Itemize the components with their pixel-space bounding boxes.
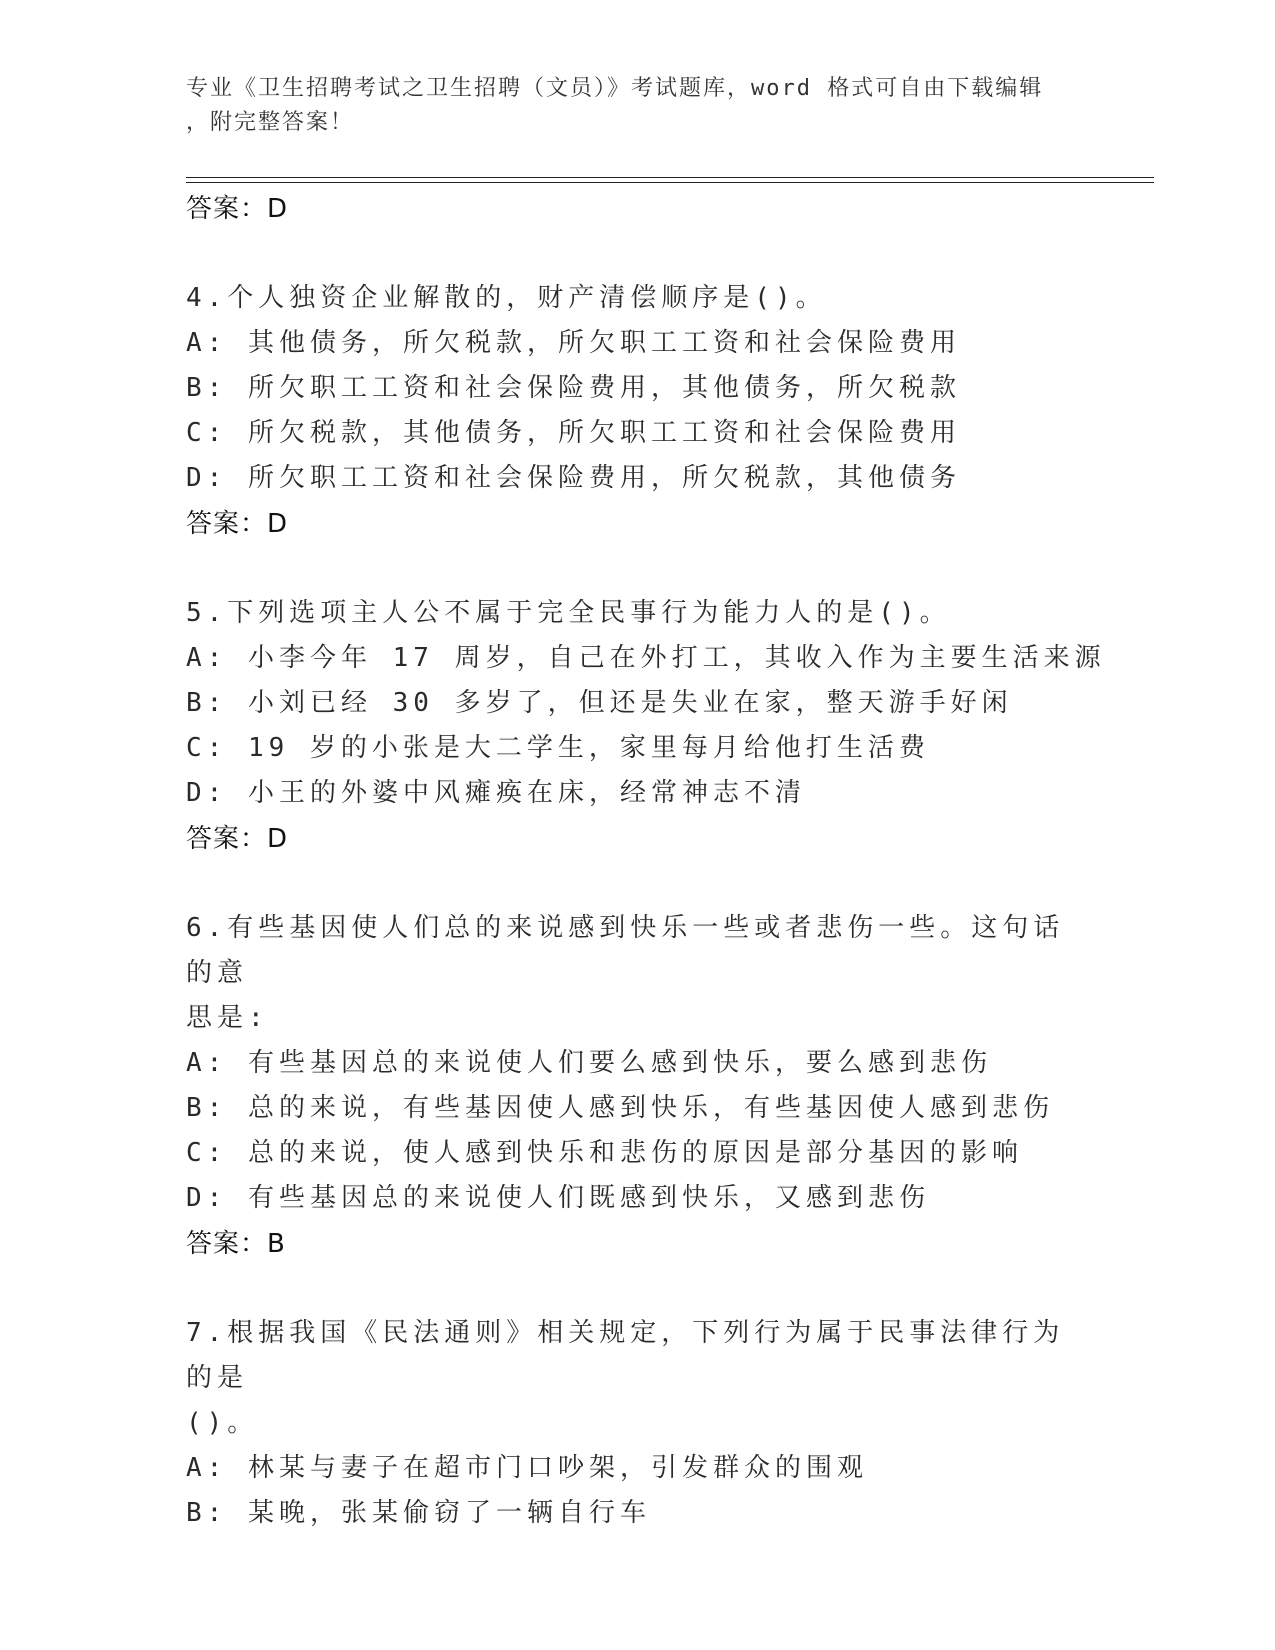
answer-label: 答案：D (186, 824, 289, 854)
answer-label: 答案：D (186, 194, 289, 224)
option-a: A: 林某与妻子在超市门口吵架，引发群众的围观 (186, 1453, 868, 1483)
option-b: B: 某晚，张某偷窃了一辆自行车 (186, 1498, 651, 1528)
option-a: A: 其他债务，所欠税款，所欠职工工资和社会保险费用 (186, 328, 961, 358)
document-header (186, 72, 1066, 140)
question-stem: 4.个人独资企业解散的，财产清偿顺序是()。 (186, 283, 827, 313)
question-stem-line-2: 思是: (186, 1003, 269, 1033)
option-b: B: 小刘已经 30 多岁了，但还是失业在家，整天游手好闲 (186, 688, 1013, 718)
answer-label: 答案：B (186, 1229, 286, 1259)
question-stem-line-1: 7.根据我国《民法通则》相关规定，下列行为属于民事法律行为的是 (186, 1318, 1065, 1393)
header-divider-top (186, 177, 1154, 178)
option-c: C: 总的来说，使人感到快乐和悲伤的原因是部分基因的影响 (186, 1138, 1023, 1168)
question-7 (186, 1311, 1086, 1536)
question-5 (186, 591, 1106, 862)
option-c: C: 19 岁的小张是大二学生，家里每月给他打生活费 (186, 733, 930, 763)
option-b: B: 总的来说，有些基因使人感到快乐，有些基因使人感到悲伤 (186, 1093, 1054, 1123)
option-d: D: 小王的外婆中风瘫痪在床，经常神志不清 (186, 778, 806, 808)
header-line-2: ，附完整答案！ (186, 110, 355, 135)
option-b: B: 所欠职工工资和社会保险费用，其他债务，所欠税款 (186, 373, 961, 403)
option-c: C: 所欠税款，其他债务，所欠职工工资和社会保险费用 (186, 418, 961, 448)
option-d: D: 所欠职工工资和社会保险费用，所欠税款，其他债务 (186, 463, 961, 493)
header-divider-bottom (186, 182, 1154, 183)
header-line-1: 专业《卫生招聘考试之卫生招聘（文员）》考试题库，word 格式可自由下载编辑 (186, 76, 1044, 101)
question-stem-line-1: 6.有些基因使人们总的来说感到快乐一些或者悲伤一些。这句话的意 (186, 913, 1065, 988)
question-4 (186, 276, 1086, 547)
question-list (186, 186, 1106, 1536)
question-stem-line-2: ()。 (186, 1408, 259, 1438)
question-6 (186, 906, 1086, 1267)
option-a: A: 小李今年 17 周岁，自己在外打工，其收入作为主要生活来源 (186, 643, 1106, 673)
answer-label: 答案：D (186, 509, 289, 539)
option-a: A: 有些基因总的来说使人们要么感到快乐，要么感到悲伤 (186, 1048, 992, 1078)
option-d: D: 有些基因总的来说使人们既感到快乐，又感到悲伤 (186, 1183, 930, 1213)
question-stem: 5.下列选项主人公不属于完全民事行为能力人的是()。 (186, 598, 951, 628)
